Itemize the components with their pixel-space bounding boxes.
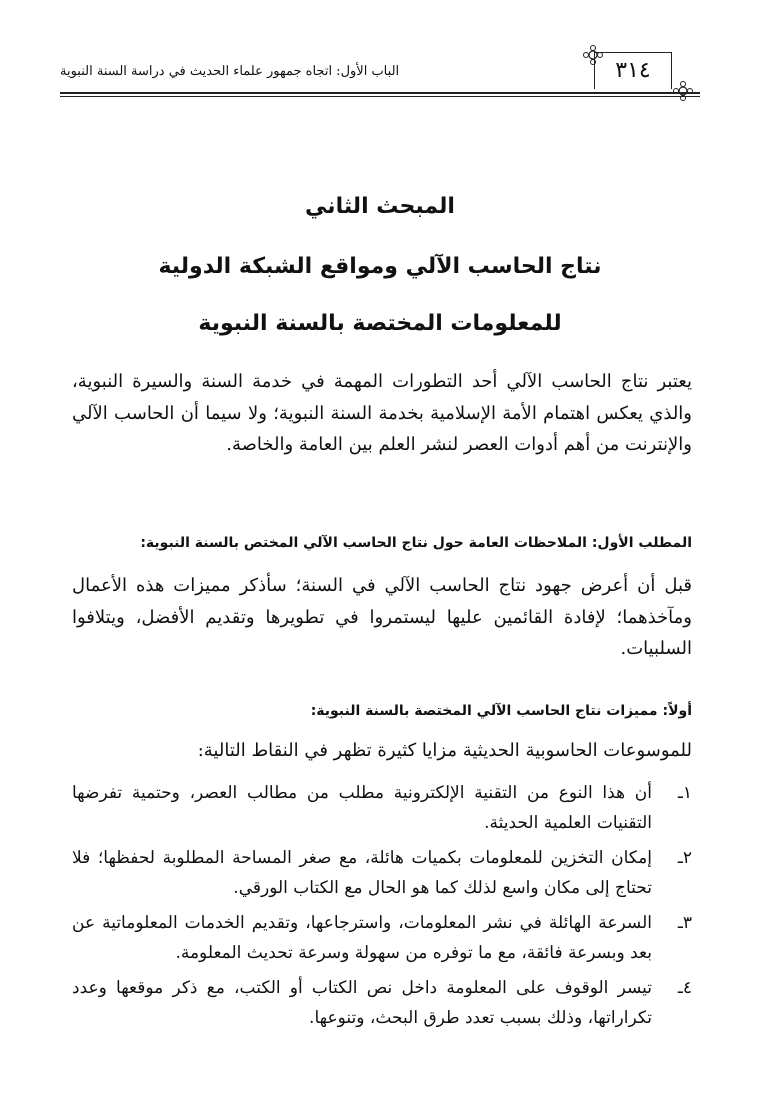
list-item-number: ٤ـ [677, 978, 692, 998]
list-item-text: السرعة الهائلة في نشر المعلومات، واسترجاعها، وتقديم الخدمات المعلوماتية عن بعد وبسرعة فائقة، مع ما توفره من سهولة وسرعة تحديث المعلومة. [72, 913, 652, 963]
features-intro: للموسوعات الحاسوبية الحديثية مزايا كثيرة تظهر في النقاط التالية: [197, 740, 692, 761]
page-number: ٣١٤ [594, 52, 672, 89]
chapter-title-line-2: للمعلومات المختصة بالسنة النبوية [198, 311, 562, 336]
subsection-paragraph: قبل أن أعرض جهود نتاج الحاسب الآلي في السنة؛ سأذكر مميزات هذه الأعمال ومآخذهما؛ لإفادة القائمين عليها ليستمروا في تطويرها وتقديم الأفضل، ويتلافوا السلبيات. [72, 575, 692, 659]
list-item-number: ١ـ [677, 783, 692, 803]
list-item [72, 778, 692, 838]
list-item-text: أن هذا النوع من التقنية الإلكترونية مطلب من مطالب العصر، وحتمية تفرضها التقنيات العلمية الحديثة. [72, 783, 652, 833]
running-header [60, 50, 700, 96]
floral-ornament-icon [672, 80, 694, 102]
header-rule [60, 92, 700, 97]
list-item-text: إمكان التخزين للمعلومات بكميات هائلة، مع صغر المساحة المطلوبة لحفظها؛ فلا تحتاج إلى مكان واسع لذلك كما هو الحال مع الكتاب الورقي. [72, 848, 652, 898]
intro-paragraph: يعتبر نتاج الحاسب الآلي أحد التطورات المهمة في خدمة السنة والسيرة النبوية، والذي يعكس اهتمام الأمة الإسلامية بخدمة السنة النبوية؛ ولا سيما أن الحاسب الآلي والإنترنت من أهم أدوات العصر لنشر العلم بين العامة والخاصة. [72, 371, 692, 455]
header-title: الباب الأول: اتجاه جمهور علماء الحديث في دراسة السنة النبوية [60, 64, 400, 79]
chapter-title-line-1: نتاج الحاسب الآلي ومواقع الشبكة الدولية [158, 254, 602, 279]
list-item [72, 908, 692, 968]
features-list [72, 778, 692, 1038]
list-item [72, 843, 692, 903]
section-heading: المبحث الثاني [305, 194, 455, 219]
list-item-number: ٣ـ [677, 913, 692, 933]
floral-ornament-icon [582, 44, 604, 66]
features-heading: أولاً: مميزات نتاج الحاسب الآلي المختصة بالسنة النبوية: [310, 703, 692, 719]
list-item-text: تيسر الوقوف على المعلومة داخل نص الكتاب أو الكتب، مع ذكر موقعها وعدد تكراراتها، وذلك بسبب تعدد طرق البحث، وتنوعها. [72, 978, 652, 1028]
list-item [72, 973, 692, 1033]
subsection-heading: المطلب الأول: الملاحظات العامة حول نتاج الحاسب الآلي المختص بالسنة النبوية: [140, 535, 692, 551]
list-item-number: ٢ـ [677, 848, 692, 868]
